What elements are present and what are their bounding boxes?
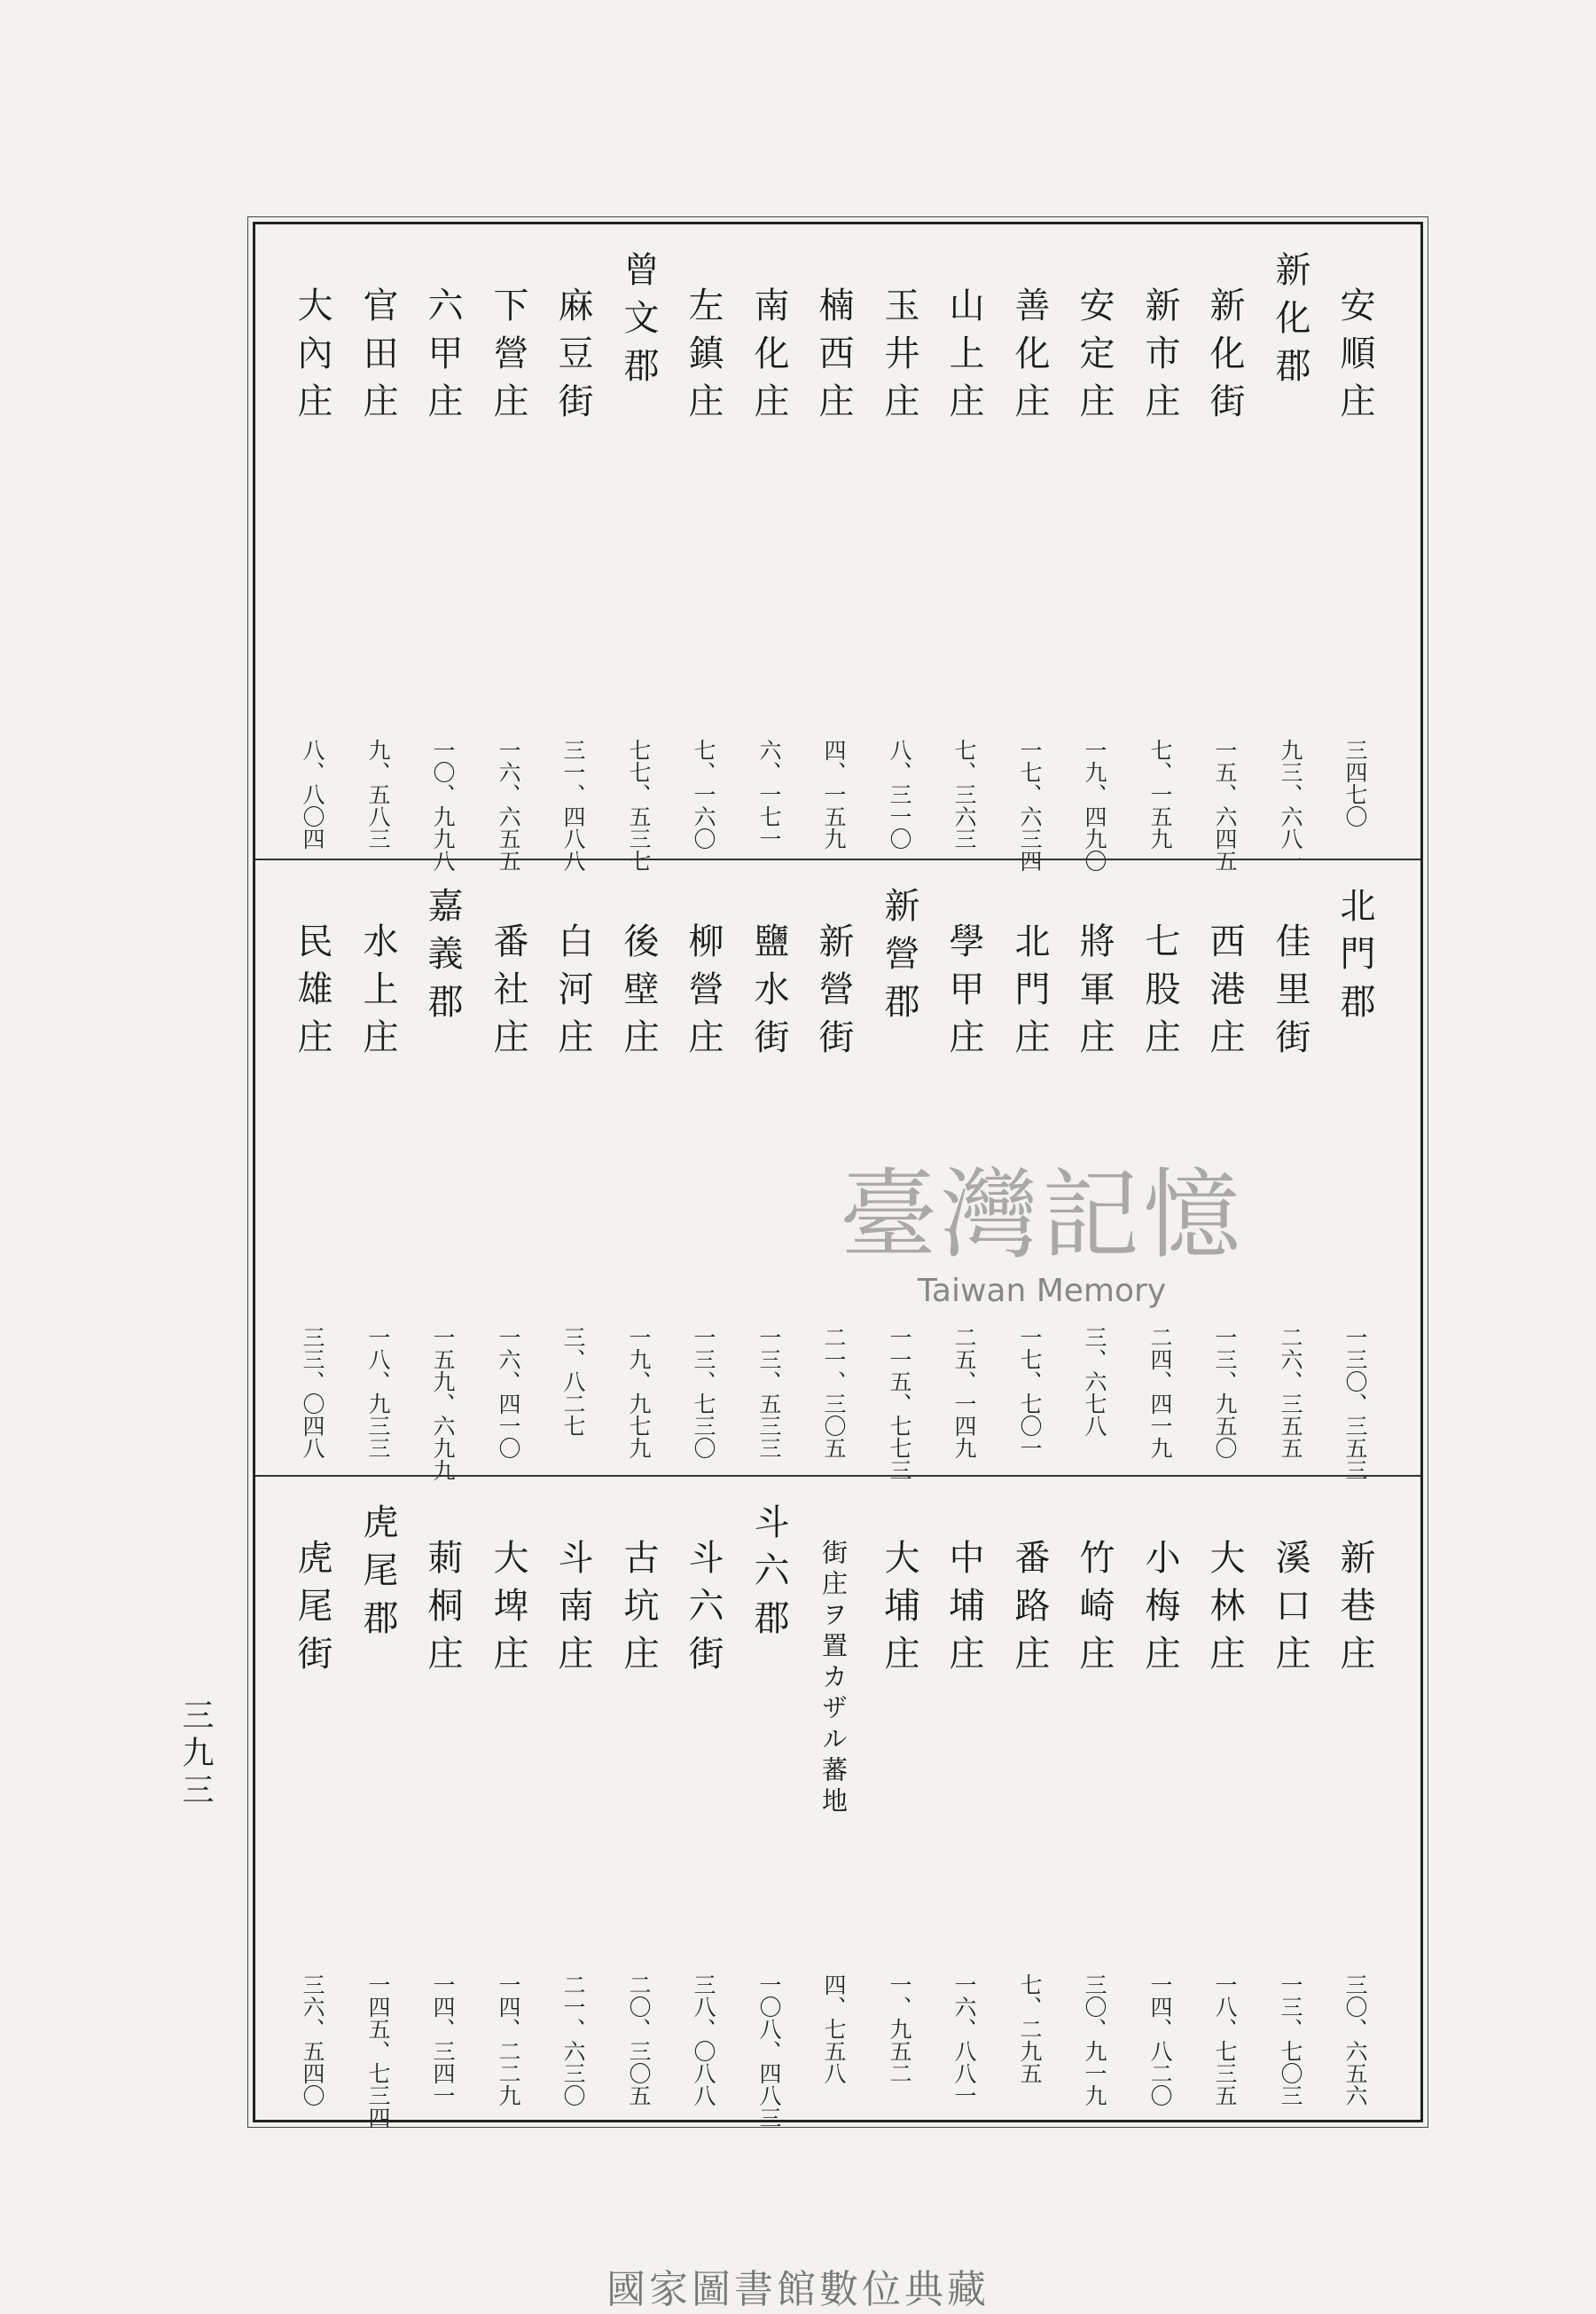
town-name: 大林庄: [1204, 1539, 1245, 1683]
table-column: [479, 1477, 537, 2124]
town-name: 莿桐庄: [422, 1539, 463, 1683]
population-value: 一四、三四一: [430, 1973, 456, 2106]
town-name: 斗南庄: [552, 1539, 593, 1683]
table-column: [870, 224, 928, 859]
town-name: 小梅庄: [1139, 1539, 1180, 1683]
town-name: 溪口庄: [1270, 1539, 1310, 1683]
population-value: 一七、六三四: [1017, 739, 1043, 872]
population-value: 一四、八二〇: [1147, 1973, 1173, 2106]
table-column: [1065, 860, 1123, 1477]
footer-credit: 國家圖書館數位典藏: [606, 2267, 990, 2312]
table-column: [283, 860, 341, 1477]
town-name: 鹽水街: [748, 922, 789, 1066]
population-value: 四、七五八: [821, 1973, 847, 2084]
town-name: 水上庄: [357, 922, 398, 1066]
table-column: [739, 1477, 798, 2129]
town-name: 番路庄: [1009, 1539, 1050, 1683]
table-column: [479, 860, 537, 1477]
district-name: 曾文郡: [618, 251, 659, 395]
population-value: 三六、五四〇: [300, 1973, 325, 2106]
table-column: [609, 1477, 668, 2124]
table-column: [1000, 224, 1059, 872]
population-value: 七、一五九: [1147, 739, 1173, 850]
town-name: 六甲庄: [422, 286, 463, 430]
town-name: 佳里街: [1270, 922, 1310, 1066]
town-name: 民雄庄: [292, 922, 332, 1066]
table-column: [348, 224, 407, 859]
town-name: 柳營庄: [683, 922, 724, 1066]
population-value: 一一五、七七三: [887, 1326, 912, 1481]
table-band: [255, 859, 1420, 1481]
town-name: 北門庄: [1009, 922, 1050, 1066]
table-column: [1261, 860, 1319, 1477]
table-column: [1195, 860, 1254, 1477]
town-name: 善化庄: [1009, 286, 1050, 430]
table-column: [544, 224, 602, 872]
table-column: [870, 860, 928, 1481]
town-name: 南化庄: [748, 286, 789, 430]
table-column: [1065, 1477, 1123, 2124]
population-value: 一三、九五〇: [1212, 1326, 1238, 1459]
district-name: 虎尾郡: [357, 1503, 398, 1647]
population-value: 一三、五三三: [756, 1326, 782, 1459]
population-value: 一、九五二: [887, 1973, 912, 2084]
population-value: 九三、六八一: [1278, 739, 1303, 872]
town-name: 大內庄: [292, 286, 332, 430]
population-value: 一八、七三五: [1212, 1973, 1238, 2106]
table-column: [1326, 224, 1384, 859]
population-value: 二五、一四九: [951, 1326, 977, 1459]
table-column: [1130, 1477, 1189, 2124]
population-value: 七、三六三: [951, 739, 977, 850]
district-name: 新營郡: [879, 887, 919, 1031]
town-name: 白河庄: [552, 922, 593, 1066]
population-value: 二一、六三〇: [560, 1973, 586, 2106]
town-name: 後壁庄: [618, 922, 659, 1066]
town-name: 大埔庄: [879, 1539, 919, 1683]
town-name: 麻豆街: [552, 286, 593, 430]
district-name: 新化郡: [1270, 251, 1310, 395]
population-value: 一五九、六九九: [430, 1326, 456, 1481]
population-value: 六、一七一: [756, 739, 782, 850]
population-value: 二〇、三〇五: [626, 1973, 652, 2106]
table-column: [935, 224, 993, 859]
population-value: 七七、五三七: [626, 739, 652, 872]
table-column: [283, 1477, 341, 2124]
town-name: 街庄ヲ置カザル蕃地: [818, 1539, 849, 1818]
population-value: 三、八二七: [560, 1326, 586, 1437]
table-column: [1000, 860, 1059, 1477]
town-name: 安順庄: [1334, 286, 1375, 430]
population-value: 七、二九五: [1017, 1973, 1043, 2084]
table-column: [609, 224, 668, 872]
town-name: 虎尾街: [292, 1539, 332, 1683]
table-column: [739, 860, 798, 1477]
town-name: 新巷庄: [1334, 1539, 1375, 1683]
table-band: [255, 224, 1420, 872]
population-value: 七、一六〇: [691, 739, 716, 850]
table-column: [804, 224, 863, 859]
town-name: 下營庄: [488, 286, 528, 430]
table-column: [1326, 1477, 1384, 2124]
population-value: 一九、九七九: [626, 1326, 652, 1459]
table-column: [1130, 860, 1189, 1477]
population-value: 一六、八八一: [951, 1973, 977, 2106]
town-name: 山上庄: [943, 286, 984, 430]
town-name: 中埔庄: [943, 1539, 984, 1683]
table-column: [804, 1477, 863, 2124]
page-number: 三九三: [177, 1698, 214, 1810]
table-column: [739, 224, 798, 859]
district-name: 北門郡: [1334, 887, 1375, 1031]
watermark-english: Taiwan Memory: [917, 1273, 1167, 1309]
table-column: [870, 1477, 928, 2124]
district-name: 嘉義郡: [422, 887, 463, 1031]
watermark-chinese: 臺灣記憶: [840, 1158, 1244, 1272]
district-name: 斗六郡: [748, 1503, 789, 1647]
population-value: 四、一五九: [821, 739, 847, 850]
table-column: [544, 1477, 602, 2124]
table-column: [544, 860, 602, 1477]
table-column: [935, 860, 993, 1477]
town-name: 七股庄: [1139, 922, 1180, 1066]
town-name: 新化街: [1204, 286, 1245, 430]
table-column: [1130, 224, 1189, 859]
table-frame: [253, 222, 1423, 2129]
table-column: [935, 1477, 993, 2124]
town-name: 大埤庄: [488, 1539, 528, 1683]
table-column: [674, 224, 732, 859]
town-name: 竹崎庄: [1074, 1539, 1115, 1683]
population-value: 一四、二二九: [496, 1973, 521, 2106]
population-value: 一〇、九九八: [430, 739, 456, 872]
population-value: 三〇、九一九: [1082, 1973, 1107, 2106]
town-name: 玉井庄: [879, 286, 919, 430]
town-name: 學甲庄: [943, 922, 984, 1066]
town-name: 左鎮庄: [683, 286, 724, 430]
population-value: 二六、三五五: [1278, 1326, 1303, 1459]
table-column: [674, 860, 732, 1477]
population-value: 三三、〇四八: [300, 1326, 325, 1459]
population-value: 一四五、七三四: [365, 1973, 391, 2129]
table-column: [1000, 1477, 1059, 2124]
population-value: 一三、七〇三: [1278, 1973, 1303, 2106]
town-name: 斗六街: [683, 1539, 724, 1683]
population-value: 九、五八三: [365, 739, 391, 850]
table-band: [255, 1475, 1420, 2129]
population-value: 三〇、六五六: [1342, 1973, 1368, 2106]
table-column: [1261, 1477, 1319, 2124]
town-name: 西港庄: [1204, 922, 1245, 1066]
population-value: 一六、四一〇: [496, 1326, 521, 1459]
table-column: [804, 860, 863, 1477]
table-column: [1065, 224, 1123, 872]
population-value: 一三、七三〇: [691, 1326, 716, 1459]
table-column: [609, 860, 668, 1477]
population-value: 二一、三〇五: [821, 1326, 847, 1459]
town-name: 安定庄: [1074, 286, 1115, 430]
population-value: 一六、六五五: [496, 739, 521, 872]
table-column: [413, 1477, 472, 2124]
town-name: 楠西庄: [813, 286, 854, 430]
table-column: [479, 224, 537, 872]
table-column: [1326, 860, 1384, 1481]
population-value: 三、六七八: [1082, 1326, 1107, 1437]
table-column: [1195, 224, 1254, 872]
town-name: 新市庄: [1139, 286, 1180, 430]
table-column: [674, 1477, 732, 2124]
town-name: 番社庄: [488, 922, 528, 1066]
table-column: [1195, 1477, 1254, 2124]
table-column: [413, 860, 472, 1481]
population-value: 一五、六四五: [1212, 739, 1238, 872]
population-value: 三四七〇: [1342, 739, 1368, 828]
table-column: [348, 1477, 407, 2129]
population-value: 二四、四一九: [1147, 1326, 1173, 1459]
table-column: [348, 860, 407, 1477]
population-value: 八、八〇四: [300, 739, 325, 850]
population-value: 一九、四九〇: [1082, 739, 1107, 872]
population-value: 一七、七〇一: [1017, 1326, 1043, 1459]
population-value: 三一、四八八: [560, 739, 586, 872]
population-value: 三八、〇八八: [691, 1973, 716, 2106]
population-value: 一八、九三三: [365, 1326, 391, 1459]
table-column: [1261, 224, 1319, 872]
town-name: 將軍庄: [1074, 922, 1115, 1066]
town-name: 官田庄: [357, 286, 398, 430]
town-name: 古坑庄: [618, 1539, 659, 1683]
population-value: 八、三一〇: [887, 739, 912, 850]
population-value: 一三〇、三五三: [1342, 1326, 1368, 1481]
town-name: 新營街: [813, 922, 854, 1066]
population-value: 一〇八、四八三: [756, 1973, 782, 2129]
table-column: [283, 224, 341, 859]
table-column: [413, 224, 472, 872]
